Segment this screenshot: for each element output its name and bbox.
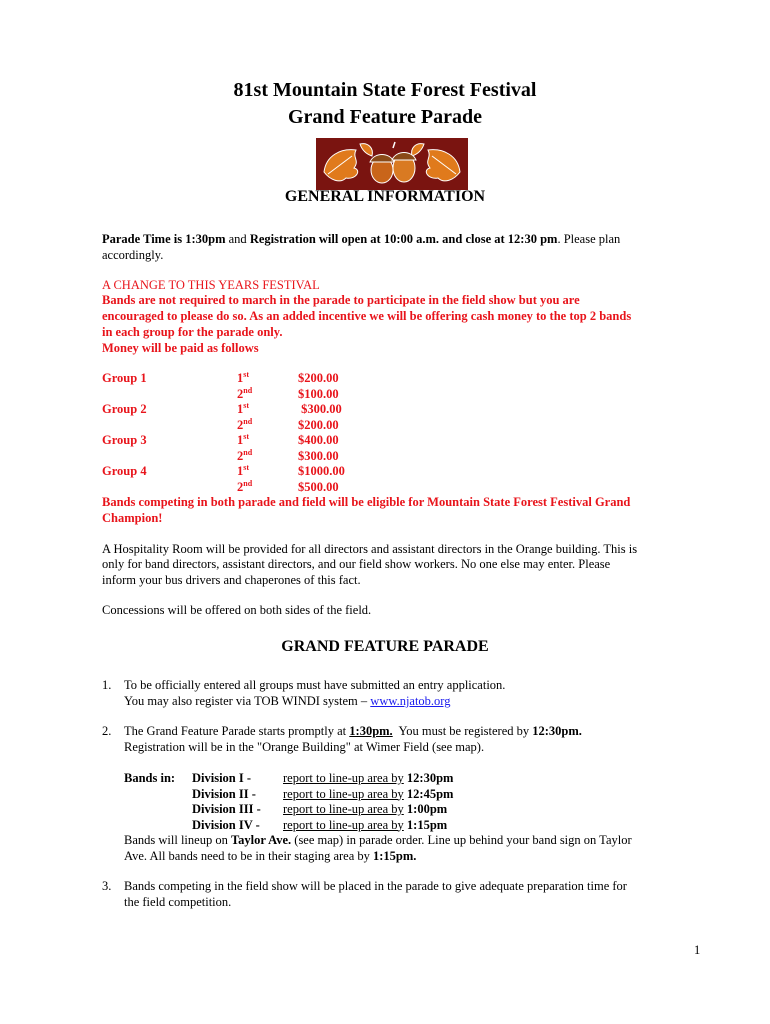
change-text-line-4: Money will be paid as follows (102, 341, 259, 355)
page-number: 1 (694, 943, 701, 957)
hospitality-line-3: inform your bus drivers and chaperones of this fact. (102, 573, 361, 587)
change-text-line-3: in each group for the parade only. (102, 325, 283, 339)
prize-amount: $1000.00 (298, 464, 345, 478)
prize-place: 1st (237, 401, 250, 416)
prize-amount: $300.00 (298, 448, 339, 463)
item-2-line-1: The Grand Feature Parade starts promptly at 1:30pm. You must be registered by 12:30pm. (124, 724, 582, 738)
prize-amount: $200.00 (298, 417, 339, 432)
parade-time-line (102, 232, 620, 248)
item-1-line-1: To be officially entered all groups must have submitted an entry application. (124, 678, 506, 692)
registration-time-label: Registration will open at 10:00 a.m. and close at 12:30 pm (249, 232, 558, 246)
prize-place: 1st (237, 432, 250, 447)
njatob-link[interactable]: www.njatob.org (370, 694, 451, 708)
item-number: 3. (102, 879, 112, 893)
division-report-line: report to line-up area by 1:00pm (283, 802, 448, 816)
prize-place: 2nd (237, 385, 253, 401)
acorn-leaf-banner-image (316, 138, 468, 190)
parade-time-label: Parade Time is 1:30pm (102, 232, 226, 246)
prize-group: Group 3 (102, 433, 147, 447)
item-number: 2. (102, 724, 112, 738)
change-text-line-1: Bands are not required to march in the parade to participate in the field show but you are (102, 293, 580, 307)
parade-start-time: 1:30pm. (349, 724, 393, 738)
prize-place: 1st (237, 463, 250, 478)
grand-feature-parade-heading: GRAND FEATURE PARADE (281, 638, 489, 655)
prize-amount: $500.00 (298, 479, 339, 494)
change-text-line-2: encouraged to please do so. As an added incentive we will be offering cash money to the top 2 bands (102, 309, 632, 323)
hospitality-line-1: A Hospitality Room will be provided for all directors and assistant directors in the Orange building. This is (102, 542, 638, 556)
parade-time-and: and (225, 232, 250, 246)
prize-place: 1st (237, 370, 250, 385)
registration-deadline: 12:30pm. (532, 724, 582, 738)
general-information-heading: GENERAL INFORMATION (284, 188, 486, 205)
prize-amount: $100.00 (298, 386, 339, 401)
division-name: Division I - (192, 771, 252, 785)
division-name: Division II - (192, 786, 256, 801)
item-number: 1. (102, 678, 112, 692)
prize-group: Group 2 (102, 402, 147, 416)
division-name: Division IV - (192, 817, 260, 832)
prize-place: 2nd (237, 478, 253, 494)
lineup-line-2: Ave. All bands need to be in their staging area by 1:15pm. (124, 849, 417, 863)
division-report-line: report to line-up area by 12:45pm (283, 786, 454, 801)
document-subtitle: Grand Feature Parade (287, 106, 483, 128)
document-title: 81st Mountain State Forest Festival (233, 79, 537, 101)
hospitality-line-2: only for band directors, assistant directors, and our field show workers. No one else may enter. Please (102, 557, 611, 571)
prize-group: Group 4 (102, 464, 147, 478)
item-1-line-2: You may also register via TOB WINDI system – www.njatob.org (124, 694, 451, 708)
parade-time-rest: . Please plan (557, 232, 621, 246)
champion-line-1: Bands competing in both parade and field will be eligible for Mountain State Forest Festival Grand (102, 495, 631, 509)
champion-line-2: Champion! (102, 511, 163, 525)
bands-in-label: Bands in: (124, 771, 176, 785)
prize-amount: $300.00 (298, 402, 342, 416)
concessions-line: Concessions will be offered on both sides of the field. (102, 603, 372, 617)
item-3-line-2: the field competition. (124, 895, 232, 909)
division-report-line: report to line-up area by 12:30pm (283, 771, 454, 785)
prize-group: Group 1 (102, 371, 147, 385)
division-report-line: report to line-up area by 1:15pm (283, 817, 448, 832)
item-3-line-1: Bands competing in the field show will be placed in the parade to give adequate preparation time for (124, 879, 627, 893)
taylor-ave: Taylor Ave. (230, 833, 292, 847)
prize-amount: $400.00 (298, 433, 339, 447)
parade-time-line-2: accordingly. (102, 248, 164, 262)
prize-place: 2nd (237, 416, 253, 432)
prize-place: 2nd (237, 447, 253, 463)
item-2-line-2: Registration will be in the "Orange Building" at Wimer Field (see map). (124, 740, 485, 754)
change-heading: A CHANGE TO THIS YEARS FESTIVAL (102, 278, 320, 292)
prize-amount: $200.00 (298, 371, 339, 385)
acorn-leaf-illustration (316, 138, 468, 190)
lineup-line-1: Bands will lineup on Taylor Ave. (see map) in parade order. Line up behind your band sign on Taylor (124, 833, 632, 847)
division-name: Division III - (192, 802, 261, 816)
